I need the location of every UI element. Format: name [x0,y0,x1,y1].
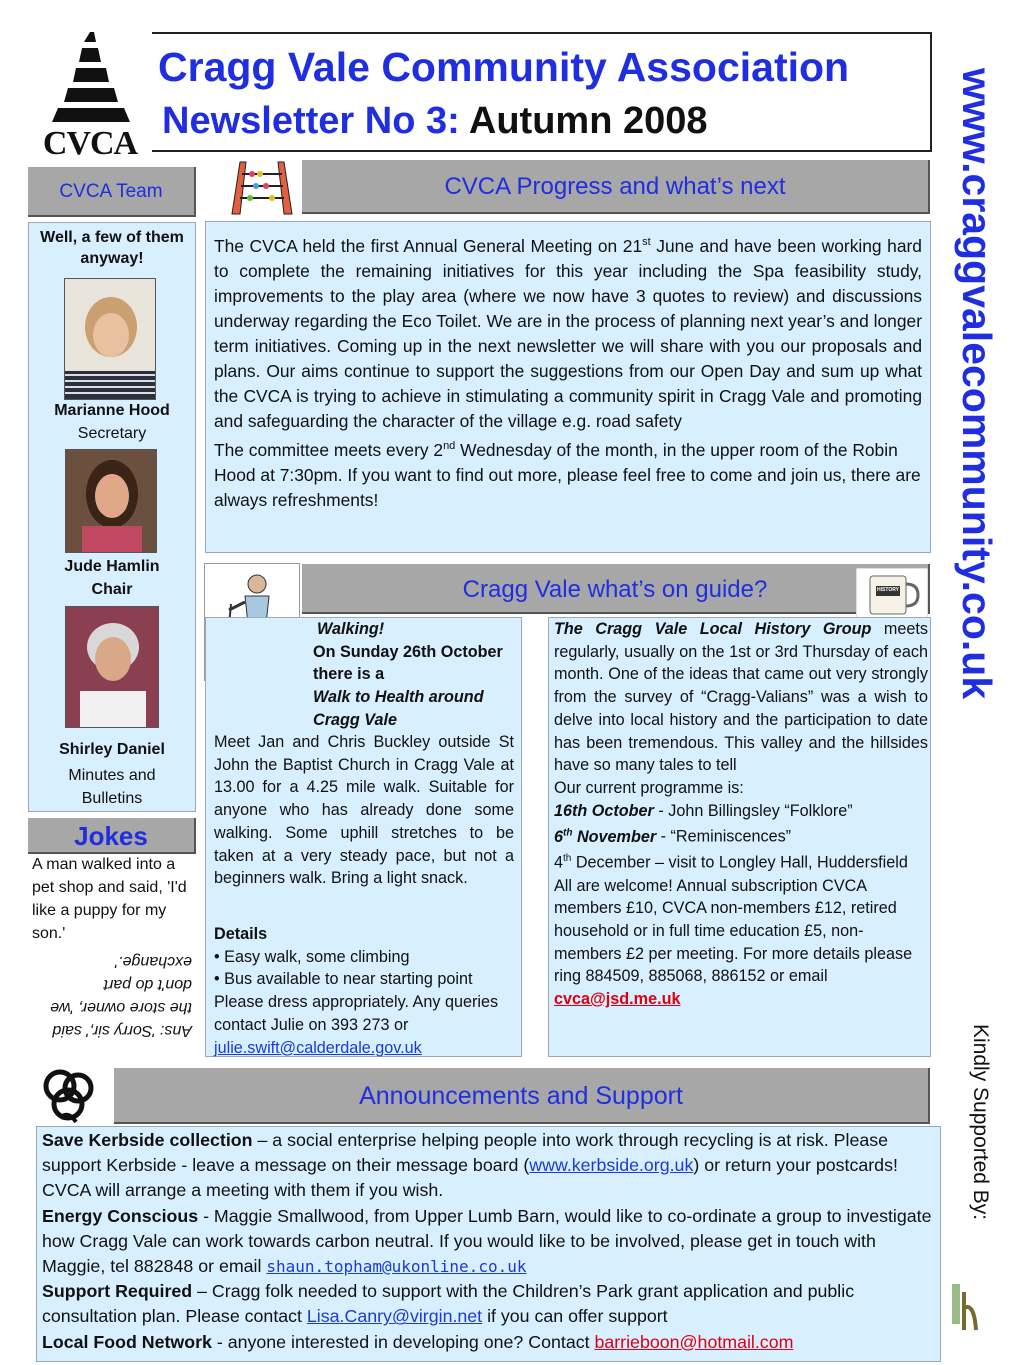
joke-answer: Ans: 'Sorry sir,' said the store owner, 'we don't do part exchange.' [50,953,192,1039]
photo-shirley [65,606,159,728]
member-name-3: Shirley Daniel [59,741,165,758]
history-programme: Our current programme is: [554,778,744,797]
kindly-supported-text: Kindly Supported By: [969,1024,992,1221]
progress-paragraph-2 [214,434,922,513]
progress-title: CVCA Progress and what’s next [444,173,786,200]
announce-title-bar [114,1068,930,1124]
member-role-2: Chair [91,581,133,598]
history-item-2-date [554,828,656,846]
walking-intro [313,618,518,732]
announce-kerbside [42,1128,936,1204]
kerbside-text-b: ) or return your postcards! CVCA will arrange a meeting with them if you wish. [42,1155,898,1201]
member-role-3: Minutes and Bulletins [68,767,156,807]
portrait-icon [66,450,157,553]
support-head: Support Required [42,1281,193,1302]
jokes-title-bar [28,818,196,854]
history-body: meets regularly, usually on the 1st or 3rd Thursday of each month. One of the ideas that came out very strongly from the survey of “Cragg-Valians” was a wish to delve into local history and the participation to date has been tremendous. This valley and the hillsides have so many tales to tell [554,620,928,775]
sponsor-logo-icon [950,1282,980,1334]
newsletter-number: Newsletter No 3: [162,100,460,142]
history-item-2-day: 6 [554,827,564,846]
history-head: The Cragg Vale Local History Group [554,620,872,638]
flower-icon [40,1068,98,1124]
progress-sup-1: st [642,236,651,248]
mug-text: HISTORY [877,587,899,593]
walking-bullet-2: • Bus available to near starting point [214,970,473,989]
progress-title-bar [302,160,930,214]
history-email-link[interactable]: cvca@jsd.me.uk [554,990,681,1009]
abacus-icon [228,160,296,216]
history-item-1 [554,800,928,823]
team-title: CVCA Team [59,181,163,202]
history-mug-icon [856,568,928,620]
history-item-2 [554,822,928,848]
newsletter-header [152,32,932,152]
history-item-3-day: 4 [554,853,564,872]
announce-panel [36,1126,941,1362]
history-item-2-sup: th [563,827,573,839]
progress-text-2a: The committee meets every 2 [214,439,444,460]
header-subtitle [162,100,708,143]
kerbside-text-a: – a social enterprise helping people into work through recycling is at risk. Please support Kerbside - leave a message on their message board ( [42,1130,889,1176]
announce-energy [42,1204,936,1280]
walking-body: Meet Jan and Chris Buckley outside St John the Baptist Church in Cragg Vale at 13.00 for a 4.25 mile walk. Suitable for anyone who has already done some walking. Some uphill stretches to be taken at a very steady pace, but not a beginners walk. Bring a light snack. [214,733,514,888]
flower-graphic-icon [40,1068,98,1124]
walking-details-head: Details [214,925,268,943]
jokes-title: Jokes [74,821,148,851]
energy-text: - Maggie Smallwood, from Upper Lumb Barn, would like to co-ordinate a group to investigate how Cragg Vale can work towards carbon neutral. If you would like to be involved, please get in touch with Maggie, tel 882848 or email [42,1205,932,1277]
kerbside-head: Save Kerbside collection [42,1130,253,1150]
history-item-3-sup: th [563,853,572,865]
energy-email-link[interactable]: shaun.topham@ukonline.co.uk [266,1257,527,1277]
announce-food [42,1330,936,1355]
guide-title-bar [302,564,930,614]
photo-jude [65,449,157,553]
logo-text: CVCA [42,125,138,162]
history-welcome-text: All are welcome! Annual subscription CVCA members £10, CVCA non-members £12, retired household or in full time education £5, non-members £2 per meeting. For more details please ring 884509, 885068, 886152 or email [554,876,913,986]
history-item-1-date: 16th October [554,801,654,820]
mug-icon [856,568,928,620]
history-panel [548,617,931,1057]
history-item-1-text: - John Billingsley “Folklore” [653,801,853,820]
team-subtitle: Well, a few of them anyway! [40,229,184,267]
support-email-link[interactable]: Lisa.Canry@virgin.net [306,1306,483,1327]
walking-title: Walk to Health around Cragg Vale [313,688,484,729]
walking-panel [205,617,522,1057]
history-welcome [554,875,928,1011]
walking-email-link[interactable]: julie.swift@calderdale.gov.uk [214,1038,422,1057]
food-head: Local Food Network [42,1331,212,1352]
website-url-text[interactable]: www.craggvalecommunity.co.uk [954,68,1000,700]
sponsor-logo [950,1282,980,1334]
walking-details [214,923,518,1059]
member-role-1: Secretary [77,425,147,442]
portrait-icon [65,279,156,400]
joke-text: A man walked into a pet shop and said, 'I'd like a puppy for my son.' [32,856,187,942]
progress-sup-2: nd [443,439,456,452]
guide-title: Cragg Vale what’s on guide? [462,576,768,603]
food-text: - anyone interested in developing one? Contact [211,1331,595,1352]
walking-contact: Please dress appropriately. Any queries contact Julie on 393 273 or [214,993,499,1034]
announce-title: Announcements and Support [359,1082,683,1110]
walking-date: On Sunday 26th October there is a [313,642,503,684]
history-item-3-text: December – visit to Longley Hall, Huddersfield [571,853,908,872]
walking-head: Walking! [317,620,385,638]
kerbside-link[interactable]: www.kerbside.org.uk [529,1155,694,1176]
history-item-3 [554,848,928,874]
food-email-link[interactable]: barrieboon@hotmail.com [594,1331,794,1352]
support-text-b: if you can offer support [482,1306,668,1327]
member-name-1: Marianne Hood [54,402,170,419]
history-item-2-month: November [572,827,657,846]
progress-text-1b: June and have been working hard to complete the remaining initiatives for this year including the Spa feasibility study, improvements to the play area (where we now have 3 quotes to review) and discussions underway regarding the Eco Toilet. We are in the process of planning next year’s and longer term initiatives. Coming up in the next newsletter we will share with you our proposals and plans. Our aims continue to support the suggestions from our Open Day and sum up what the CVCA is trying to achieve in stimulating a community spirit in Cragg Vale and promoting and safeguarding the character of the village e.g. road safety [214,235,922,431]
portrait-icon [66,607,159,728]
support-text-a: – Cragg folk needed to support with the Children’s Park grant application and public consultation plan. Please contact [42,1281,855,1327]
member-name-2: Jude Hamlin [64,558,160,575]
logo-pyramid-icon [38,28,142,124]
progress-panel [205,221,931,553]
abacus-icon-graphic [228,160,296,216]
energy-head: Energy Conscious [42,1205,199,1226]
team-title-bar [28,167,196,217]
history-intro [554,618,928,777]
walking-bullet-1: • Easy walk, some climbing [214,947,410,966]
progress-text-2b: Wednesday of the month, in the upper room of the Robin Hood at 7:30pm. If you want to find out more, please feel free to come and join us, there are always refreshments! [214,439,921,510]
announce-support [42,1279,936,1329]
progress-paragraph-1 [214,230,922,434]
cvca-logo [38,28,142,162]
team-panel [28,222,196,812]
header-title: Cragg Vale Community Association [158,44,850,90]
progress-text-1a: The CVCA held the first Annual General Meeting on 21 [214,235,643,256]
photo-marianne [64,278,156,400]
newsletter-season: Autumn 2008 [468,100,708,142]
history-item-2-text: - “Reminiscences” [656,827,792,846]
